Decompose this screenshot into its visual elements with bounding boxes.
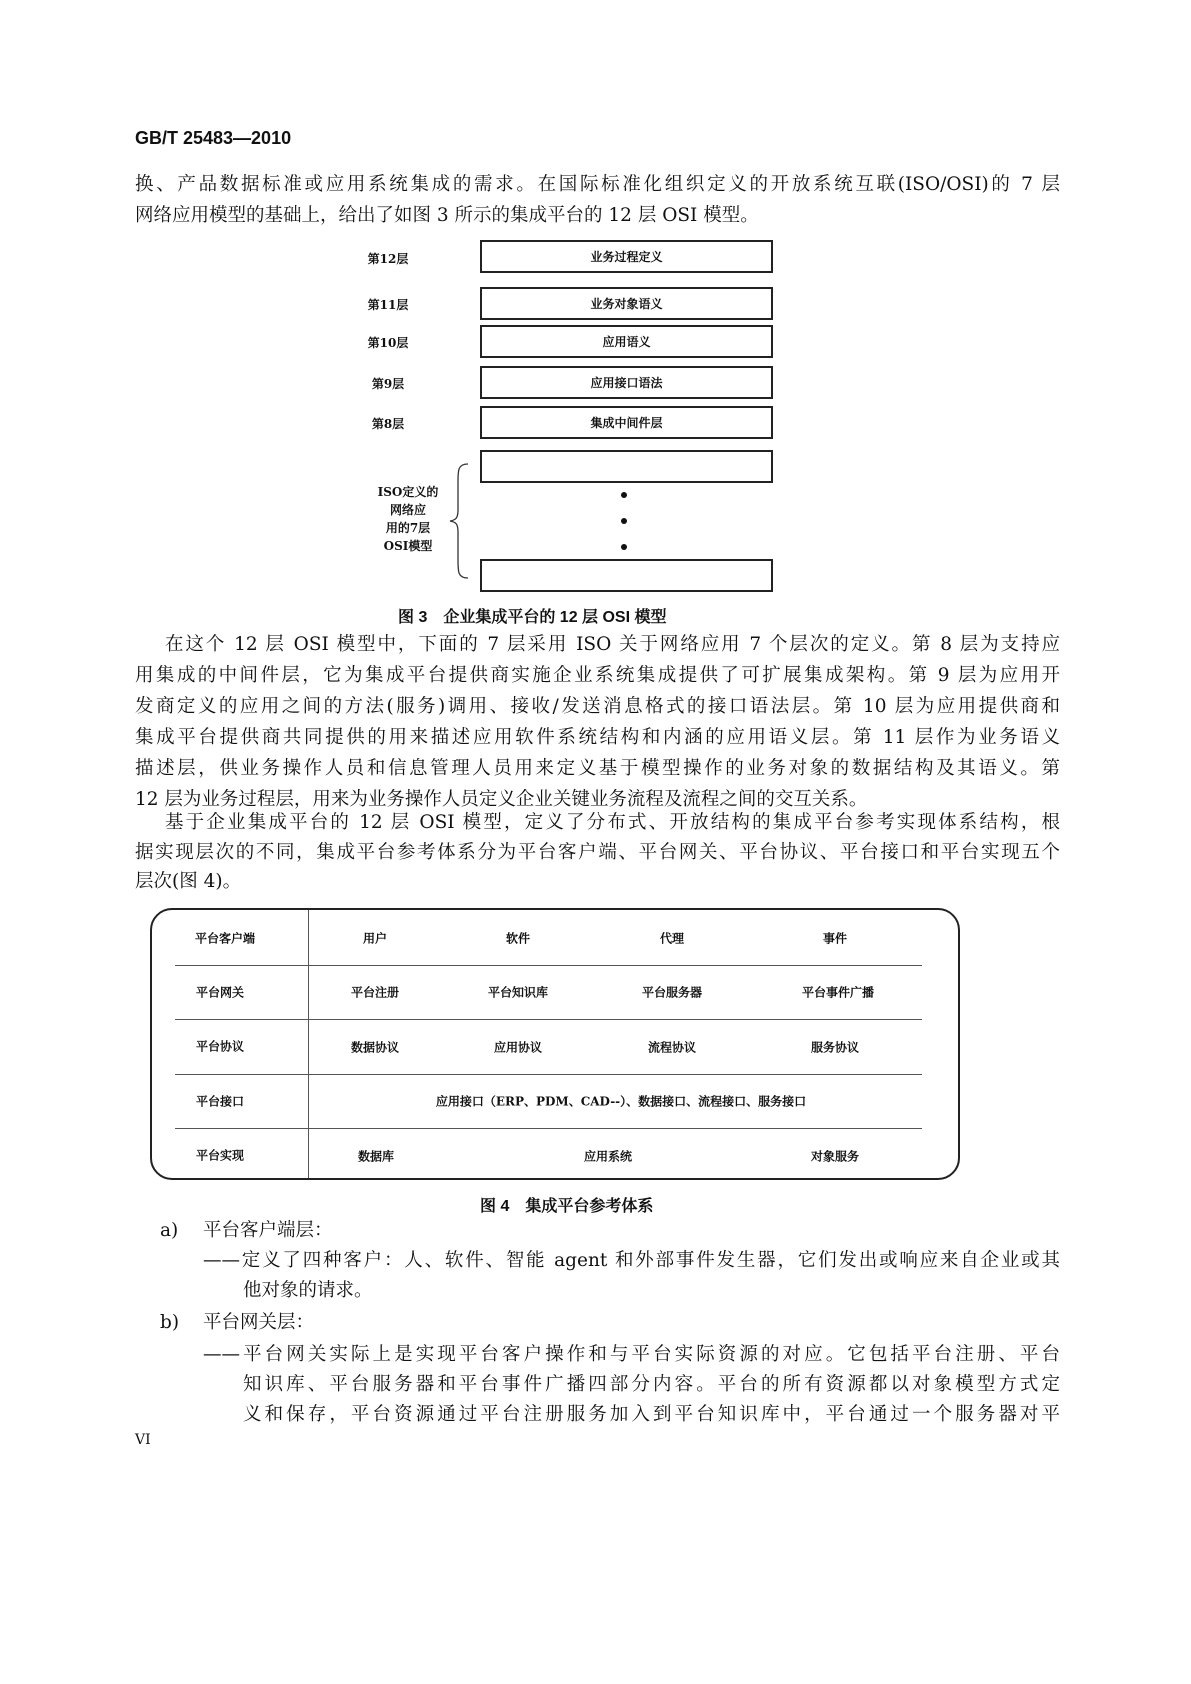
- paragraph-line: 描述层，供业务操作人员和信息管理人员用来定义基于模型操作的业务对象的数据结构及其语义。第: [135, 758, 1060, 779]
- paragraph-line: 据实现层次的不同，集成平台参考体系分为平台客户端、平台网关、平台协议、平台接口和平台实现五个: [135, 842, 1060, 863]
- list-title: 平台网关层：: [203, 1312, 315, 1333]
- paragraph-line: 集成平台提供商共同提供的用来描述应用软件系统结构和内涵的应用语义层。第 11 层作为业务语义: [135, 727, 1060, 748]
- layer-name: 应用语义: [602, 335, 651, 349]
- layer-name: 集成中间件层: [590, 416, 663, 430]
- ellipsis-dot: [621, 492, 627, 498]
- row-label: 平台协议: [195, 1039, 245, 1054]
- layer-label: 第10层: [367, 336, 409, 350]
- layer-box-8: [480, 406, 773, 439]
- cell: 对象服务: [810, 1149, 860, 1164]
- cell: 应用协议: [493, 1040, 543, 1055]
- list-line: 知识库、平台服务器和平台事件广播四部分内容。平台的所有资源都以对象模型方式定: [243, 1374, 1060, 1395]
- figure-3-caption: 图 3 企业集成平台的 12 层 OSI 模型: [398, 609, 667, 626]
- list-line: ——定义了四种客户：人、软件、智能 agent 和外部事件发生器，它们发出或响应来自企业或其: [203, 1250, 1060, 1271]
- list-line: 他对象的请求。: [243, 1280, 373, 1301]
- row-divider: [175, 965, 922, 966]
- row-label: 平台实现: [195, 1148, 245, 1163]
- curly-brace-icon: [448, 462, 472, 580]
- cell: 应用接口（ERP、PDM、CAD--）、数据接口、流程接口、服务接口: [435, 1094, 807, 1109]
- page-number: VI: [135, 1432, 151, 1448]
- list-title: 平台客户端层：: [203, 1220, 333, 1241]
- layer-box-11: [480, 287, 773, 320]
- layer-box-10: [480, 325, 773, 358]
- ellipsis-dot: [621, 518, 627, 524]
- cell: 流程协议: [647, 1040, 697, 1055]
- layer-box-9: [480, 366, 773, 399]
- cell: 应用系统: [583, 1149, 633, 1164]
- column-divider: [308, 910, 309, 1178]
- ellipsis-dot: [621, 544, 627, 550]
- list-line: 义和保存，平台资源通过平台注册服务加入到平台知识库中，平台通过一个服务器对平: [243, 1404, 1060, 1425]
- row-divider: [175, 1074, 922, 1075]
- intro-line: 换、产品数据标准或应用系统集成的需求。在国际标准化组织定义的开放系统互联(ISO/OSI)的 7 层: [135, 174, 1060, 195]
- cell: 用户: [362, 931, 388, 946]
- row-label: 平台客户端: [194, 931, 256, 946]
- row-label: 平台网关: [195, 985, 245, 1000]
- paragraph-line: 发商定义的应用之间的方法(服务)调用、接收/发送消息格式的接口语法层。第 10 层为应用提供商和: [135, 696, 1060, 717]
- cell: 软件: [505, 931, 531, 946]
- document-code: GB/T 25483—2010: [135, 128, 292, 148]
- layer-box-blank-top: [480, 450, 773, 483]
- cell: 代理: [659, 931, 685, 946]
- intro-line: 网络应用模型的基础上，给出了如图 3 所示的集成平台的 12 层 OSI 模型。: [135, 205, 759, 226]
- cell: 服务协议: [810, 1040, 860, 1055]
- iso-label-line: ISO定义的: [377, 485, 439, 499]
- cell: 事件: [822, 931, 848, 946]
- list-line: ——平台网关实际上是实现平台客户操作和与平台实际资源的对应。它包括平台注册、平台: [203, 1344, 1060, 1365]
- layer-box-12: [480, 240, 773, 273]
- iso-label-line: 网络应: [389, 503, 426, 517]
- layer-name: 业务对象语义: [590, 297, 663, 311]
- cell: 平台服务器: [641, 985, 703, 1000]
- paragraph-line: 基于企业集成平台的 12 层 OSI 模型，定义了分布式、开放结构的集成平台参考实现体系结构，根: [165, 812, 1060, 833]
- row-divider: [175, 1128, 922, 1129]
- layer-label: 第9层: [371, 377, 405, 391]
- iso-label-line: 用的7层: [385, 521, 431, 535]
- paragraph-line: 用集成的中间件层，它为集成平台提供商实施企业系统集成提供了可扩展集成架构。第 9 层为应用开: [135, 665, 1060, 686]
- list-marker: b): [160, 1312, 180, 1333]
- iso-layers-label: [366, 483, 450, 555]
- layer-name: 业务过程定义: [590, 250, 663, 264]
- paragraph-line: 12 层为业务过程层，用来为业务操作人员定义企业关键业务流程及流程之间的交互关系。: [135, 789, 868, 810]
- cell: 平台知识库: [487, 985, 549, 1000]
- paragraph-line: 层次(图 4)。: [135, 871, 242, 892]
- paragraph-line: 在这个 12 层 OSI 模型中，下面的 7 层采用 ISO 关于网络应用 7 个层次的定义。第 8 层为支持应: [165, 634, 1060, 655]
- figure-4-caption: 图 4 集成平台参考体系: [480, 1198, 654, 1215]
- cell: 平台注册: [350, 985, 400, 1000]
- layer-label: 第12层: [367, 252, 409, 266]
- list-marker: a): [160, 1220, 179, 1241]
- row-label: 平台接口: [195, 1094, 245, 1109]
- layer-label: 第8层: [371, 417, 405, 431]
- layer-label: 第11层: [367, 298, 409, 312]
- cell: 平台事件广播: [801, 985, 875, 1000]
- layer-name: 应用接口语法: [590, 376, 663, 390]
- row-divider: [175, 1019, 922, 1020]
- cell: 数据协议: [350, 1040, 400, 1055]
- layer-box-blank-bottom: [480, 559, 773, 592]
- iso-label-line: OSI模型: [383, 539, 433, 553]
- cell: 数据库: [357, 1149, 395, 1164]
